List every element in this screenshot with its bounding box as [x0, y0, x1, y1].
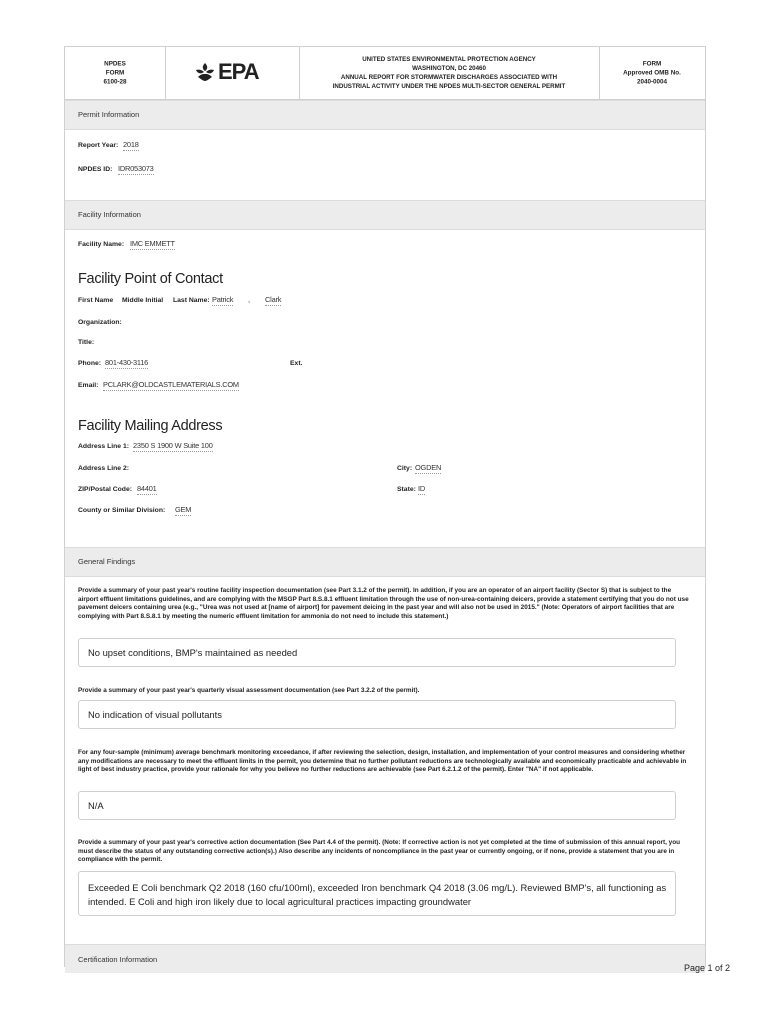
title-line: UNITED STATES ENVIRONMENTAL PROTECTION AGENCY [362, 56, 536, 63]
npdes-id-label: NPDES ID: [78, 166, 113, 173]
email-label: Email: [78, 382, 99, 389]
city-label: City: [397, 465, 413, 472]
title-line: INDUSTRIAL ACTIVITY UNDER THE NPDES MULTI-SECTOR GENERAL PERMIT [332, 83, 566, 90]
state-label: State: [397, 486, 416, 493]
email-value: PCLARK@OLDCASTLEMATERIALS.COM [103, 380, 239, 389]
section-title: Certification Information [78, 955, 158, 964]
middle-initial-value: , [248, 295, 250, 304]
report-year-label: Report Year: [78, 142, 119, 149]
title-label: Title: [78, 339, 95, 346]
agency-title-cell [299, 47, 600, 99]
form-id-line: NPDES [104, 60, 126, 68]
form-id-line: FORM [105, 69, 125, 77]
visual-assessment-question: Provide a summary of your past year's quarterly visual assessment documentation (see Part 3.2.2 of the permit). [78, 687, 420, 694]
certification-section-header [65, 944, 705, 973]
address1-label: Address Line 1: [78, 443, 129, 450]
benchmark-question: For any four-sample (minimum) average benchmark monitoring exceedance, if after reviewing the selection, design, installation, and implementation of your control measures and considering whether any modifications are necessary to meet the effluent limits in the permit, you determine that no further pollutant reductions are technologically available and economically practicable and achievable in light of best industry practice, provide your rationale for why you believe no further reductions are achievable (see Part 6.2.1.2 of the permit). Enter "NA" if not applicable. [78, 749, 687, 774]
visual-assessment-answer-field[interactable]: No indication of visual pollutants [78, 700, 676, 729]
title-line: WASHINGTON, DC 20460 [412, 65, 486, 72]
city-value: OGDEN [415, 463, 442, 472]
findings-section-header [65, 547, 705, 577]
facility-name-label: Facility Name: [78, 241, 125, 248]
first-name-label: First Name [78, 297, 114, 304]
contact-heading: Facility Point of Contact [78, 271, 223, 287]
epa-logo [195, 59, 259, 85]
first-name-value: Patrick [212, 295, 234, 304]
phone-label: Phone: [78, 360, 102, 367]
county-value: GEM [175, 505, 192, 514]
benchmark-answer-field[interactable]: N/A [78, 791, 676, 820]
omb-line: Approved OMB No. [623, 69, 681, 77]
phone-value: 801-430-3116 [105, 358, 149, 367]
inspection-answer-field[interactable]: No upset conditions, BMP's maintained as needed [78, 638, 676, 667]
inspection-question: Provide a summary of your past year's routine facility inspection documentation (see Part 3.1.2 of the permit). In addition, if you are an operator of an airport facility (Sector S) that is subject to the airport effluent limitations guidelines, and are complying with the MSGP Part 8.S.8.1 effluent limitation through the use of non-urea-containing deicers, provide a statement certifying that you do not use pavement deicers containing urea (e.g., "Urea was not used at [name of airport] for pavement deicing in the past year and will also not be used in 2015." (Note: Operators of airport facilities that are complying with Part 8.S.8.1 by meeting the numeric effluent limitation for ammonia do not need to include this statement.) [78, 587, 689, 620]
zip-label: ZIP/Postal Code: [78, 486, 133, 493]
corrective-action-answer-field[interactable]: Exceeded E Coli benchmark Q2 2018 (160 cfu/100ml), exceeded Iron benchmark Q4 2018 (3.06 mg/L). Reviewed BMP's, all functioning as intended. E Coli and high iron likely due to local agricultural practices impacting groundwater [78, 871, 676, 916]
omb-cell [599, 47, 705, 99]
mailing-heading: Facility Mailing Address [78, 418, 223, 434]
epa-flower-icon [195, 62, 215, 82]
permit-section-header [65, 100, 705, 130]
corrective-action-question: Provide a summary of your past year's corrective action documentation (See Part 4.4 of the permit). (Note: If corrective action is not yet completed at the time of submission of this annual report, you must describe the status of any outstanding corrective action(s).) Also describe any incidents of noncompliance in the past year or currently ongoing, or if none, provide a statement that you are in compliance with the permit. [78, 839, 681, 864]
address2-label: Address Line 2: [78, 465, 129, 472]
form-page [64, 46, 706, 967]
npdes-id-value: IDR053073 [118, 164, 154, 173]
organization-label: Organization: [78, 319, 122, 326]
facility-name-value: IMC EMMETT [130, 239, 175, 248]
ext-label: Ext. [290, 360, 303, 367]
middle-initial-label: Middle Initial [122, 297, 164, 304]
last-name-label: Last Name: [173, 297, 210, 304]
form-id-line: 6100-28 [103, 78, 127, 86]
report-year-value: 2018 [123, 140, 139, 149]
epa-logo-text: EPA [218, 59, 259, 84]
omb-line: 2040-0004 [636, 78, 668, 86]
form-number-cell [65, 47, 166, 99]
county-label: County or Similar Division: [78, 507, 166, 514]
section-title: Facility Information [78, 210, 141, 219]
section-title: General Findings [78, 557, 136, 566]
facility-section-header [65, 200, 705, 230]
epa-logo-cell [165, 47, 300, 99]
last-name-value: Clark [265, 295, 282, 304]
title-line: ANNUAL REPORT FOR STORMWATER DISCHARGES ASSOCIATED WITH [340, 74, 558, 81]
section-title: Permit Information [78, 110, 140, 119]
address1-value: 2350 S 1900 W Suite 100 [133, 441, 213, 450]
state-value: ID [418, 484, 425, 493]
form-header [65, 47, 705, 100]
zip-value: 84401 [137, 484, 157, 493]
page-number: Page 1 of 2 [683, 963, 730, 973]
omb-line: FORM [642, 60, 662, 68]
